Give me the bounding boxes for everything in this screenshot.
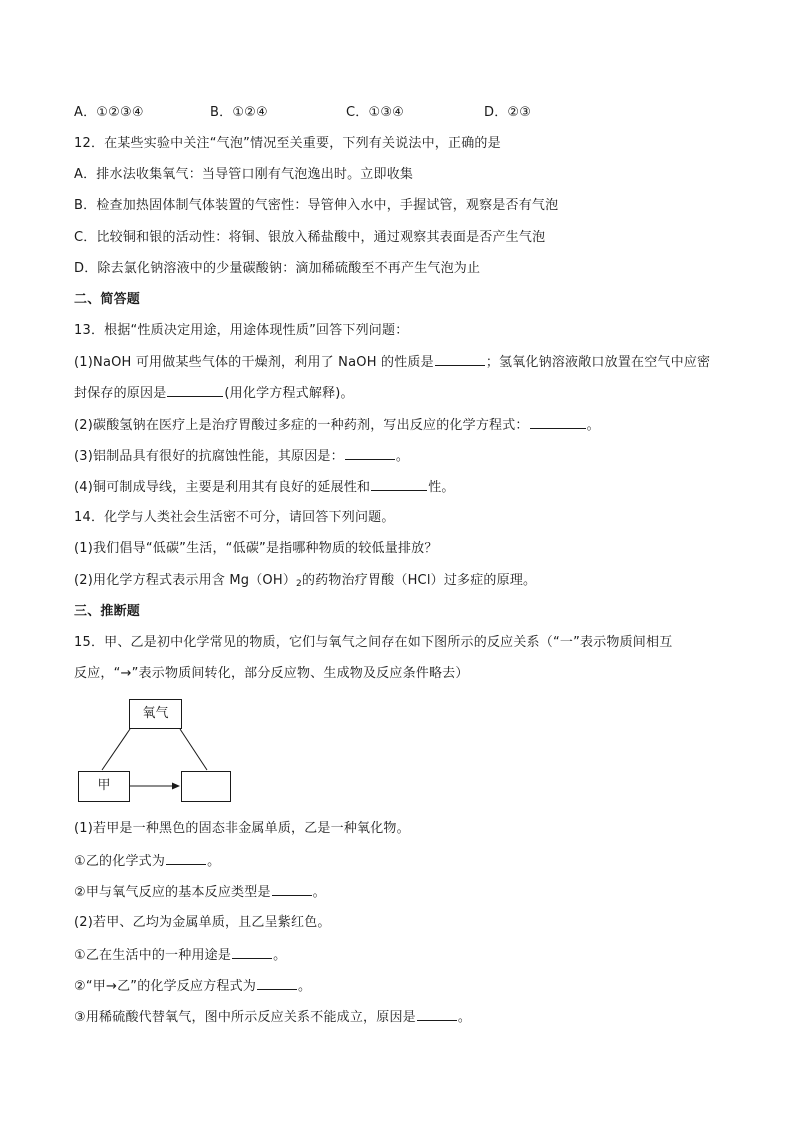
q13-part4-text-a: (4)铜可制成导线，主要是利用其有良好的延展性和: [74, 480, 371, 495]
q15-case1-q2: [74, 883, 326, 902]
reaction-line-left: [102, 729, 130, 770]
q15-case2-q1: [74, 946, 286, 965]
q12-option-b[interactable]: B．检查加热固体制气体装置的气密性：导管伸入水中，手握试管，观察是否有气泡: [74, 198, 559, 213]
q11-option-b[interactable]: B．①②④: [210, 105, 268, 120]
q13-part2-text-a: (2)碳酸氢钠在医疗上是治疗胃酸过多症的一种药剂，写出反应的化学方程式：: [74, 418, 529, 433]
node-yi: [181, 771, 231, 802]
q15-case2-q3-text-b: 。: [457, 1010, 472, 1025]
q14-stem: 14．化学与人类社会生活密不可分，请回答下列问题。: [74, 510, 395, 525]
q15-case2-q2-text-a: ②“甲→乙”的化学反应方程式为: [74, 979, 257, 994]
q13-part3-text-b: 。: [395, 449, 410, 464]
answer-blank[interactable]: [530, 416, 586, 429]
q13-part2-text-b: 。: [586, 418, 600, 433]
q15-case2-q2: [74, 977, 311, 996]
q14-part2-text-a: (2)用化学方程式表示用含 Mg（OH）: [74, 573, 297, 588]
q14-part2-text-b: 的药物治疗胃酸（HCl）过多症的原理。: [301, 573, 537, 588]
node-jia: 甲: [78, 771, 130, 802]
q15-case1-q2-text-a: ②甲与氧气反应的基本反应类型是: [74, 885, 271, 900]
q14-part2-subscript: 2: [296, 579, 302, 589]
q15-case1-q2-text-b: 。: [312, 885, 326, 900]
arrow-head-icon: [172, 783, 180, 790]
q15-case2-q3-text-a: ③用稀硫酸代替氧气，图中所示反应关系不能成立，原因是: [74, 1010, 416, 1025]
q13-part3: [74, 447, 409, 466]
q12-option-d[interactable]: D．除去氯化钠溶液中的少量碳酸钠：滴加稀硫酸至不再产生气泡为止: [74, 261, 481, 276]
answer-blank[interactable]: [257, 977, 297, 990]
q15-case2-q3: [74, 1008, 471, 1027]
q15-case2-q2-text-b: 。: [298, 979, 312, 994]
answer-blank[interactable]: [435, 353, 485, 366]
q11-options-row: [74, 104, 534, 122]
q13-stem: 13．根据“性质决定用途，用途体现性质”回答下列问题：: [74, 323, 409, 338]
q14-part2: [74, 572, 536, 593]
q15-case1-q1-text-b: 。: [207, 854, 221, 869]
q15-case1: (1)若甲是一种黑色的固态非金属单质，乙是一种氧化物。: [74, 821, 410, 836]
q15-case2-q1-text-a: ①乙在生活中的一种用途是: [74, 948, 232, 963]
answer-blank[interactable]: [166, 852, 206, 865]
q15-case2: (2)若甲、乙均为金属单质，且乙呈紫红色。: [74, 915, 331, 930]
q12-stem: 12．在某些实验中关注“气泡”情况至关重要，下列有关说法中，正确的是: [74, 136, 501, 151]
q15-case1-q1-text-a: ①乙的化学式为: [74, 854, 166, 869]
q13-part1-text-a: (1)NaOH 可用做某些气体的干燥剂，利用了 NaOH 的性质是: [74, 355, 434, 370]
q15-case1-q1: [74, 852, 220, 871]
node-oxygen: 氧气: [129, 699, 182, 729]
q12-option-a[interactable]: A．排水法收集氧气：当导管口刚有气泡逸出时。立即收集: [74, 167, 414, 182]
answer-blank[interactable]: [167, 384, 223, 397]
q13-part2: [74, 416, 600, 435]
q13-part1-text-c: 封保存的原因是: [74, 386, 167, 401]
q13-part1-line1: [74, 353, 710, 372]
section-title-inference: 三、推断题: [74, 604, 141, 619]
answer-blank[interactable]: [417, 1008, 457, 1021]
q15-stem-line2: 反应，“→”表示物质间转化，部分反应物、生成物及反应条件略去）: [74, 666, 469, 681]
q11-option-d[interactable]: D．②③: [484, 105, 532, 120]
section-title-short-answer: 二、简答题: [74, 292, 141, 307]
q15-stem-line1: 15．甲、乙是初中化学常见的物质，它们与氧气之间存在如下图所示的反应关系（“一”表示物质间相互: [74, 635, 673, 650]
q15-case2-q1-text-b: 。: [273, 948, 287, 963]
answer-blank[interactable]: [345, 447, 395, 460]
q13-part1-text-d: (用化学方程式解释)。: [224, 386, 354, 401]
q13-part4-text-b: 性。: [428, 480, 455, 495]
q14-part1: (1)我们倡导“低碳”生活，“低碳”是指哪种物质的较低量排放？: [74, 541, 438, 556]
q11-option-a[interactable]: A．①②③④: [74, 105, 144, 120]
answer-blank[interactable]: [272, 883, 312, 896]
reaction-line-right: [180, 729, 207, 770]
q13-part3-text-a: (3)铝制品具有很好的抗腐蚀性能，其原因是：: [74, 449, 344, 464]
answer-blank[interactable]: [232, 946, 272, 959]
answer-blank[interactable]: [371, 478, 427, 491]
q13-part1-line2: [74, 384, 354, 403]
q13-part4: [74, 478, 455, 497]
q12-option-c[interactable]: C．比较铜和银的活动性：将铜、银放入稀盐酸中，通过观察其表面是否产生气泡: [74, 230, 546, 245]
q11-option-c[interactable]: C．①③④: [346, 105, 405, 120]
reaction-diagram: [76, 697, 236, 805]
q13-part1-text-b: ；氢氧化钠溶液敞口放置在空气中应密: [485, 355, 711, 370]
